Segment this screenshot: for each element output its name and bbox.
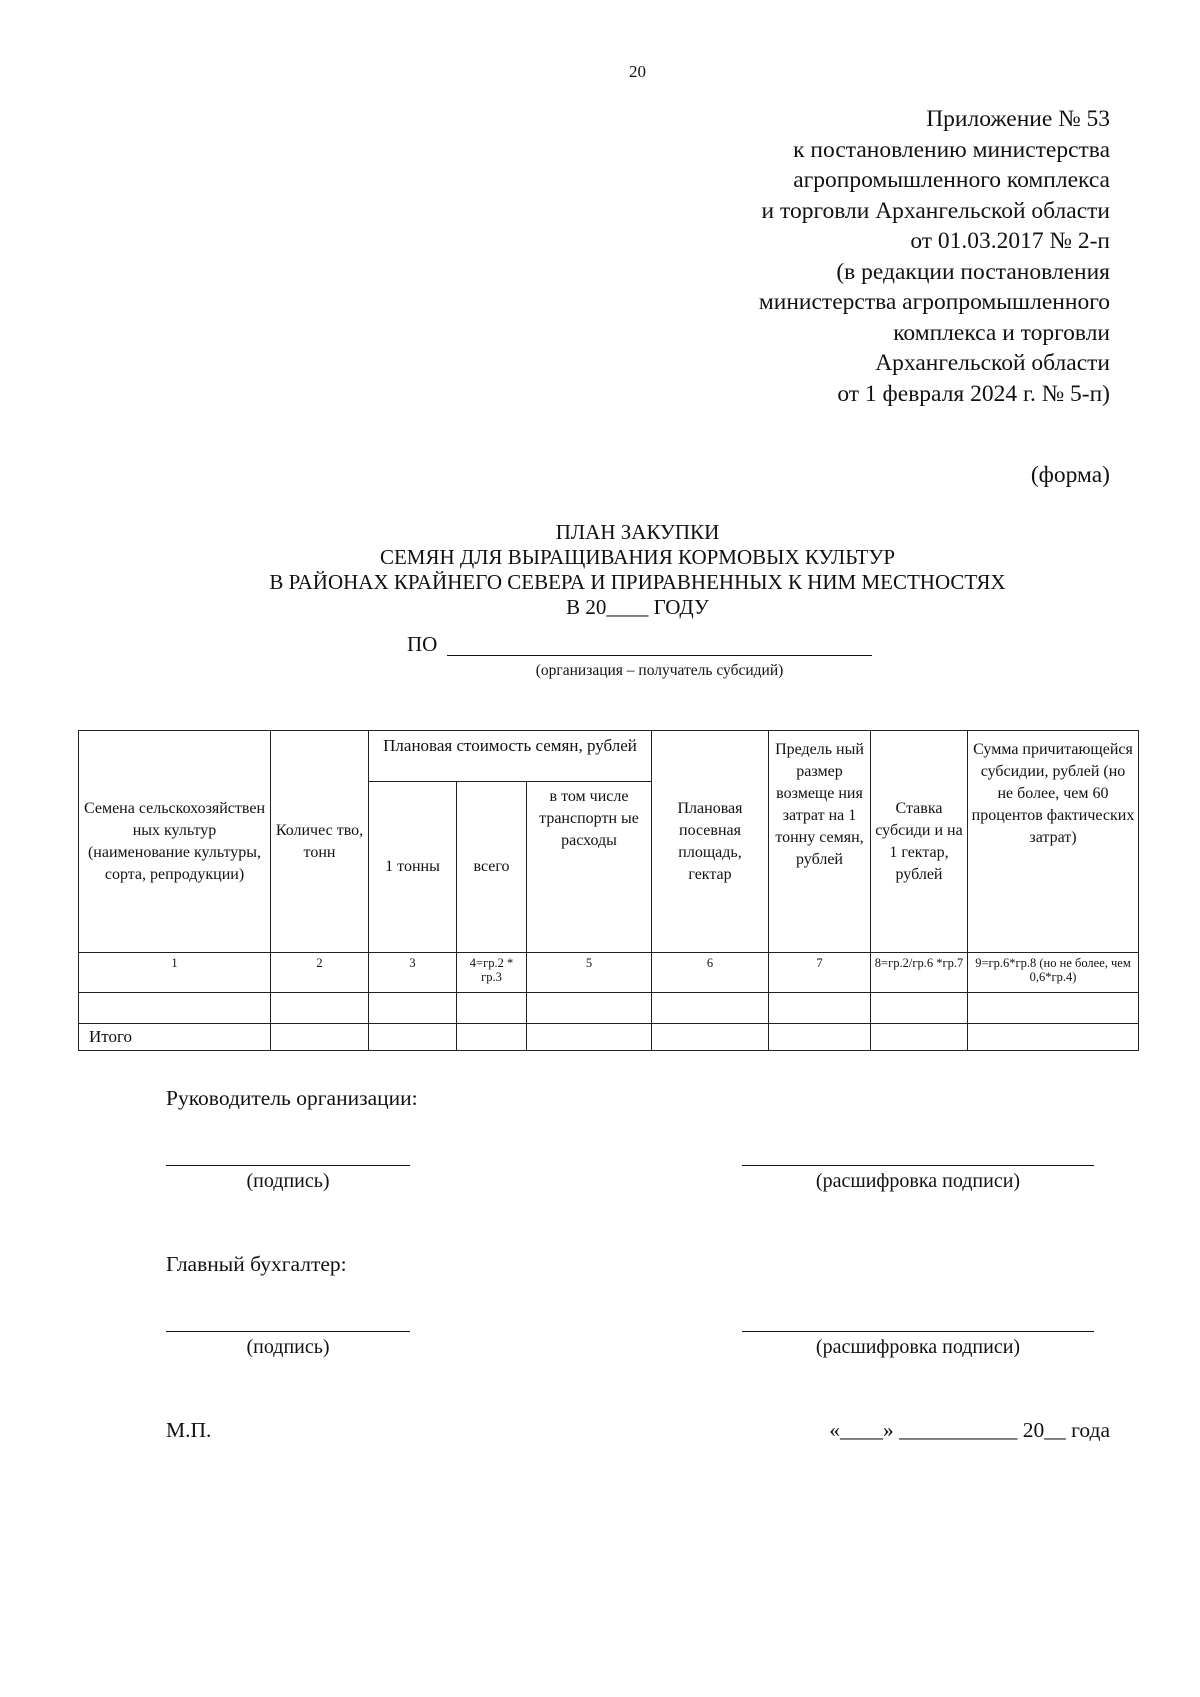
title-line: В РАЙОНАХ КРАЙНЕГО СЕВЕРА И ПРИРАВНЕННЫХ К НИМ МЕСТНОСТЯХ [269, 570, 1006, 594]
column-number: 7 [769, 953, 871, 993]
header-area: Плановая посевная площадь, гектар [652, 731, 769, 953]
appendix-line: к постановлению министерства [793, 136, 1110, 163]
appendix-line: комплекса и торговли [893, 319, 1110, 346]
head-signature-field[interactable] [166, 1165, 410, 1166]
total-label: Итого [79, 1024, 271, 1051]
recipient-field[interactable] [447, 655, 872, 656]
appendix-line: и торговли Архангельской области [761, 197, 1110, 224]
accountant-decode-caption: (расшифровка подписи) [815, 1336, 1021, 1358]
table-row [79, 993, 1139, 1024]
page-number: 20 [629, 62, 646, 81]
table-cell[interactable] [527, 1024, 652, 1051]
table-cell[interactable] [968, 993, 1139, 1024]
table-cell[interactable] [527, 993, 652, 1024]
column-number: 5 [527, 953, 652, 993]
head-signature-caption: (подпись) [246, 1170, 330, 1192]
column-number: 2 [271, 953, 369, 993]
table-cell[interactable] [968, 1024, 1139, 1051]
seed-plan-table [78, 730, 1139, 1051]
table-cell[interactable] [871, 993, 968, 1024]
total-row [79, 1024, 1139, 1051]
column-number: 9=гр.6*гр.8 (но не более, чем 0,6*гр.4) [968, 953, 1139, 993]
column-number: 8=гр.2/гр.6 *гр.7 [871, 953, 968, 993]
date-field[interactable]: «____» ___________ 20__ года [829, 1418, 1110, 1442]
table-cell[interactable] [457, 993, 527, 1024]
head-decode-field[interactable] [742, 1165, 1094, 1166]
header-max-reimbursement: Предель ный размер возмеще ния затрат на 1 тонну семян, рублей [769, 731, 871, 953]
header-cost-per-ton: 1 тонны [369, 782, 457, 953]
column-numbers-row [79, 953, 1139, 993]
table-cell[interactable] [271, 1024, 369, 1051]
chief-accountant-label: Главный бухгалтер: [166, 1252, 347, 1276]
column-number: 1 [79, 953, 271, 993]
table-cell[interactable] [769, 1024, 871, 1051]
header-transport: в том числе транспортн ые расходы [527, 782, 652, 953]
column-number: 3 [369, 953, 457, 993]
recipient-caption: (организация – получатель субсидий) [535, 662, 784, 679]
appendix-line: министерства агропромышленного [758, 289, 1110, 315]
appendix-block [759, 104, 1110, 409]
appendix-line: Архангельской области [875, 350, 1110, 376]
column-number: 6 [652, 953, 769, 993]
title-line: СЕМЯН ДЛЯ ВЫРАЩИВАНИЯ КОРМОВЫХ КУЛЬТУР [379, 545, 896, 569]
title-line: ПЛАН ЗАКУПКИ [555, 520, 720, 544]
header-cost-group: Плановая стоимость семян, рублей [369, 731, 652, 782]
table-cell[interactable] [369, 993, 457, 1024]
header-seeds: Семена сельскохозяйствен ных культур (наименование культуры, сорта, репродукции) [79, 731, 271, 953]
stamp-place: М.П. [166, 1418, 212, 1442]
table-cell[interactable] [79, 993, 271, 1024]
table-cell[interactable] [652, 1024, 769, 1051]
header-rate: Ставка субсиди и на 1 гектар, рублей [871, 731, 968, 953]
appendix-line: (в редакции постановления [836, 258, 1110, 285]
table-cell[interactable] [271, 993, 369, 1024]
table-cell[interactable] [369, 1024, 457, 1051]
document-title [0, 520, 1200, 620]
column-number: 4=гр.2 * гр.3 [457, 953, 527, 993]
appendix-line: от 1 февраля 2024 г. № 5-п) [837, 380, 1110, 407]
title-line: В 20____ ГОДУ [566, 595, 709, 619]
appendix-line: агропромышленного комплекса [793, 167, 1110, 193]
recipient-prefix: ПО [407, 632, 438, 656]
accountant-signature-field[interactable] [166, 1331, 410, 1332]
appendix-line: от 01.03.2017 № 2-п [910, 228, 1110, 254]
head-of-organization-label: Руководитель организации: [166, 1086, 418, 1110]
table-cell[interactable] [457, 1024, 527, 1051]
accountant-signature-caption: (подпись) [246, 1336, 330, 1358]
accountant-decode-field[interactable] [742, 1331, 1094, 1332]
appendix-line: Приложение № 53 [926, 106, 1110, 132]
header-quantity: Количес тво, тонн [271, 731, 369, 953]
table-cell[interactable] [769, 993, 871, 1024]
header-subsidy-sum: Сумма причитающейся субсидии, рублей (но не более, чем 60 процентов фактических затрат) [968, 731, 1139, 953]
form-mark: (форма) [1030, 462, 1110, 488]
header-cost-total: всего [457, 782, 527, 953]
table-cell[interactable] [871, 1024, 968, 1051]
head-decode-caption: (расшифровка подписи) [815, 1170, 1021, 1192]
table-cell[interactable] [652, 993, 769, 1024]
